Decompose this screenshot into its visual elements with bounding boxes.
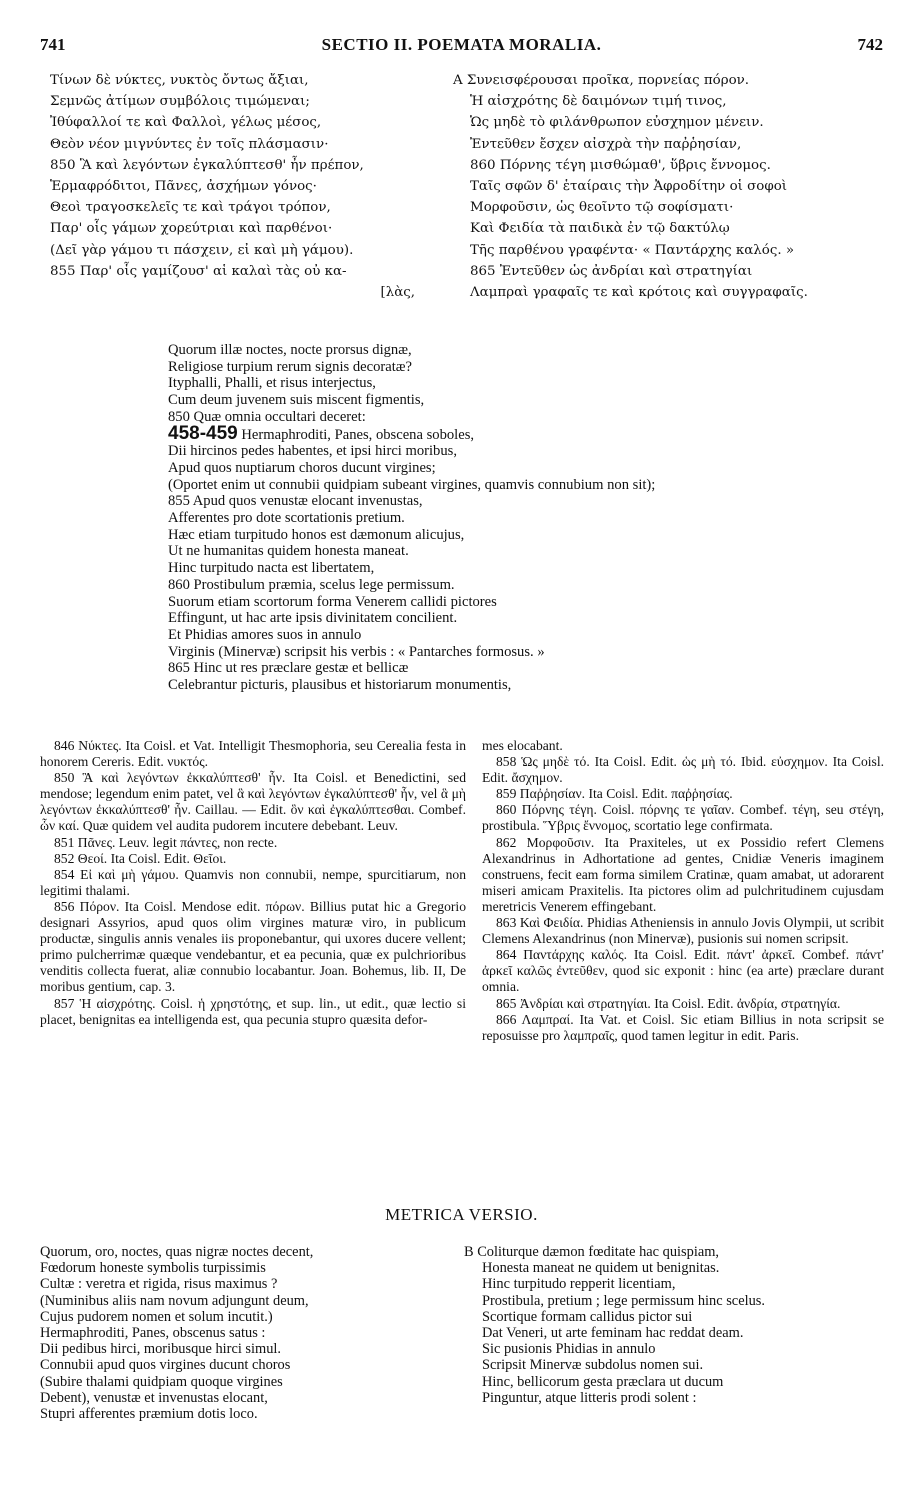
verse-line: Quorum, oro, noctes, quas nigræ noctes decent, [40, 1244, 314, 1260]
footnote: 858 Ὡς μηδὲ τό. Ita Coisl. Edit. ὡς μὴ τό. Ibid. εὐσχημον. Ita Coisl. Edit. ἄσχημον. [482, 754, 884, 786]
verse-line: Dat Veneri, ut arte feminam hac reddat deam. [482, 1325, 744, 1342]
latin-line: Hinc turpitudo nacta est libertatem, [168, 560, 375, 577]
verse-line: Cultæ : veretra et rigida, risus maximus ? [40, 1276, 278, 1293]
latin-line: Apud quos nuptiarum choros ducunt virgines; [168, 459, 436, 476]
greek-line: Παρ' οἷς γάμων χορεύτριαι καὶ παρθένοι· [50, 221, 333, 237]
footnote-continuation: mes elocabant. [482, 738, 563, 753]
greek-line: Μορφοῦσιν, ὡς θεοῖντο τῷ σοφίσματι· [470, 200, 734, 216]
latin-line: (Oportet enim ut connubii quidpiam subeant virgines, quamvis connubium non sit); [168, 476, 656, 493]
footnotes-right-column [482, 738, 884, 1044]
verse-line: Dii pedibus hirci, moribusque hirci simul. [40, 1341, 282, 1358]
latin-line: Et Phidias amores suos in annulo [168, 626, 362, 643]
footnote: 864 Παντάρχης καλός. Ita Coisl. Edit. πάντ' ἀρκεῖ. Combef. πάντ' ἀρκεῖ καλῶς ἐντεῦθεν, quod sic exponit : hinc (ea arte) præclare durant omnia. [482, 947, 884, 995]
greek-line: Ἐντεῦθεν ἔσχεν αἰσχρὰ τὴν παῤῥησίαν, [470, 136, 742, 152]
verse-line: Sic pusionis Phidias in annulo [482, 1341, 656, 1358]
greek-line: (Δεῖ γὰρ γάμου τι πάσχειν, εἰ καὶ μὴ γάμου). [50, 242, 354, 258]
verse-line: Cujus pudorem nomen et solum incutit.) [40, 1308, 273, 1325]
footnote: 857 Ἡ αἰσχρότης. Coisl. ἡ χρηστότης, et sup. lin., ut edit., quæ lectio si placet, benignitas ea intelligenda est, qua pecunia stupro quæsita defor- [40, 995, 466, 1027]
latin-line: Celebrantur picturis, plausibus et historiarum monumentis, [168, 677, 512, 694]
greek-line: Ἡ αἰσχρότης δὲ δαιμόνων τιμή τινος, [470, 94, 727, 110]
footnotes-left-column [40, 738, 466, 1028]
latin-line: Religiose turpium rerum signis decoratæ? [168, 358, 412, 375]
latin-line: Effingunt, ut hac arte ipsis divinitatem concilient. [168, 610, 458, 627]
latin-line: Dii hircinos pedes habentes, et ipsi hirci moribus, [168, 443, 457, 460]
verse-line: Scortique formam callidus pictor sui [482, 1308, 693, 1325]
verse-line: (Subire thalami quidpiam quoque virgines [40, 1373, 283, 1390]
latin-line: 865 Hinc ut res præclare gestæ et bellicæ [168, 660, 409, 677]
verse-line: Debent), venustæ et invenustas elocant, [40, 1389, 268, 1406]
latin-line-with-column-number [168, 422, 888, 444]
footnote: 850 Ἃ καὶ λεγόντων ἐκκαλύπτεσθ' ἦν. Ita Coisl. et Benedictini, sed mendose; legendum enim patet, vel ἃ καὶ λεγόντων ἐγκαλύπτεσθ' ἦν, vel ἃ μὴ λεγόντων ἐκκαλύπτεσθ' ἦν. Caillau. — Edit. ὃν καὶ ἐγκαλύπτεσθαι. Combef. ὧν καί. Quæ quidem vel audita pudorem incutere debebant. Leuv. [40, 770, 466, 834]
verse-line: Prostibula, pretium ; lege permissum hinc scelus. [482, 1292, 765, 1309]
greek-line: Ταῖς σφῶν δ' ἑταίραις τὴν Ἀφροδίτην οἱ σοφοὶ [470, 179, 788, 195]
column-number: 458-459 [168, 422, 238, 444]
footnote: 863 Καὶ Φειδία. Phidias Atheniensis in annulo Jovis Olympii, ut scribit Clemens Alexandrinus (non Minervæ), pusionis sui nomen scripsit. [482, 915, 884, 947]
latin-line-text: Hermaphroditi, Panes, obscena soboles, [237, 426, 475, 443]
verse-line: Pinguntur, atque litteris prodi solent : [482, 1389, 697, 1406]
verse-line: Stupri afferentes præmium dotis loco. [40, 1406, 258, 1423]
latin-line: 850 Quæ omnia occultari deceret: [168, 408, 366, 425]
section-title: METRICA VERSIO. [385, 1205, 538, 1224]
verse-line: Scripsit Minervæ subdolus nomen sui. [482, 1357, 704, 1374]
verse-line: Connubii apud quos virgines ducunt choros [40, 1357, 291, 1374]
footnote: 854 Εἰ καὶ μὴ γάμου. Quamvis non connubii, nempe, spurcitiarum, non legitimi thalami. [40, 866, 466, 898]
greek-line: A Συνεισφέρουσαι προῖκα, πορνείας πόρον. [453, 73, 750, 88]
greek-line: Θεοὶ τραγοσκελεῖς τε καὶ τράγοι τρόπον, [50, 200, 331, 216]
greek-line: Λαμπραὶ γραφαῖς τε καὶ κρότοις καὶ συγγραφαῖς. [470, 285, 808, 301]
verse-line: Hinc, bellicorum gesta præclara ut ducum [482, 1373, 724, 1390]
greek-line: 855 Παρ' οἷς γαμίζουσ' αἱ καλαὶ τὰς οὐ κα- [50, 263, 347, 279]
latin-line: Hæc etiam turpitudo honos est dæmonum alicujus, [168, 526, 465, 543]
greek-line: Ἑρμαφρόδιτοι, Πᾶνες, ἀσχήμων γόνος· [50, 179, 317, 195]
greek-line-continuation: [λὰς, [380, 285, 415, 301]
verse-line: Hermaphroditi, Panes, obscenus satus : [40, 1325, 266, 1342]
running-title: SECTIO II. POEMATA MORALIA. [321, 35, 602, 54]
latin-translation [168, 342, 888, 694]
latin-line: Suorum etiam scortorum forma Venerem callidi pictores [168, 593, 497, 610]
greek-line: Τίνων δὲ νύκτες, νυκτὸς ὄντως ἄξιαι, [50, 73, 309, 88]
latin-line: Quorum illæ noctes, nocte prorsus dignæ, [168, 342, 412, 358]
footnote: 851 Πᾶνες. Leuv. legit πάντες, non recte. [54, 834, 278, 850]
greek-line: Ἰθύφαλλοί τε καὶ Φαλλοὶ, γέλως μέσος, [50, 115, 322, 131]
verse-line: (Numinibus aliis nam novum adjungunt deum, [40, 1292, 309, 1309]
latin-line: Ut ne humanitas quidem honesta maneat. [168, 543, 409, 560]
greek-line: Καὶ Φειδία τὰ παιδικὰ ἐν τῷ δακτύλῳ [470, 221, 730, 237]
latin-line: 855 Apud quos venustæ elocant invenustas, [168, 493, 423, 510]
footnote: 852 Θεοί. Ita Coisl. Edit. Θεῖοι. [54, 850, 227, 866]
verse-line: Hinc turpitudo repperit licentiam, [482, 1276, 676, 1293]
footnote: 866 Λαμπραί. Ita Vat. et Coisl. Sic etiam Billius in nota scripsit se reposuisse pro λαμπραῖς, quod tamen legitur in edit. Paris. [482, 1011, 884, 1043]
latin-line: Cum deum juvenem suis miscent figmentis, [168, 392, 425, 409]
metric-version-right-column [464, 1244, 902, 1406]
footnote: 860 Πόρνης τέγη. Coisl. πόρνης τε γαῖαν. Combef. τέγη, seu στέγη, prostibula. Ὕβρις ἔννομος, scortatio lege confirmata. [482, 802, 884, 834]
footnote: 865 Ἀνδρίαι καὶ στρατηγίαι. Ita Coisl. Edit. ἀνδρία, στρατηγία. [496, 995, 841, 1011]
greek-line: Σεμνῶς ἀτίμων συμβόλοις τιμώμεναι; [50, 94, 310, 110]
metric-version-left-column [40, 1244, 460, 1422]
greek-line: 860 Πόρνης τέγη μισθώμαθ', ὕβρις ἔννομος. [470, 157, 771, 173]
page-number-right: 742 [857, 35, 883, 54]
running-header [40, 35, 883, 57]
page-number-left: 741 [40, 35, 66, 54]
verse-line: Honesta maneat ne quidem ut benignitas. [482, 1260, 720, 1277]
latin-line: Ityphalli, Phalli, et risus interjectus, [168, 375, 376, 392]
greek-text-left-column [50, 70, 455, 303]
footnote: 862 Μορφοῦσιν. Ita Praxiteles, ut ex Possidio refert Clemens Alexandrinus in Adhortatione ad gentes, Cnidiæ Veneris imaginem construens, fecit eam forma similem Cratinæ, quam amabat, ut adorarent miseri amicam Praxitelis. Ita pictores olim ad pulchritudinem cujusdam meretricis Venerem effingebant. [482, 834, 884, 914]
latin-line: Afferentes pro dote scortationis pretium. [168, 510, 405, 527]
latin-line: 860 Prostibulum præmia, scelus lege permissum. [168, 576, 455, 593]
footnote: 846 Νύκτες. Ita Coisl. et Vat. Intelligit Thesmophoria, seu Cerealia festa in honorem Cereris. Edit. νυκτός. [40, 738, 466, 770]
footnote: 856 Πόρον. Ita Coisl. Mendose edit. πόρων. Billius putat hic a Gregorio designari Assyrios, apud quos olim virgines maturæ viro, in publicum productæ, singulis annis venales iis proponebantur, qui uxores ducere vellent; primo pulcherrimæ quæque vendebantur, et ea pecunia, quæ ex pulchrioribus venditis collecta fuerat, aliæ connubio locabantur. Joan. Bohemus, lib. II, De moribus gentium, cap. 3. [40, 898, 466, 995]
greek-line: Τῆς παρθένου γραφέντα· « Παντάρχης καλός. » [470, 242, 795, 258]
verse-line: Fœdorum honeste symbolis turpissimis [40, 1260, 266, 1277]
greek-line: 865 Ἐντεῦθεν ὡς ἀνδρίαι καὶ στρατηγίαι [470, 263, 753, 279]
greek-line: 850 Ἃ καὶ λεγόντων ἐγκαλύπτεσθ' ἦν πρέπον, [50, 157, 364, 173]
greek-text-right-column [453, 70, 900, 303]
greek-line: Ὡς μηδὲ τὸ φιλάνθρωπον εὐσχημον μένειν. [470, 115, 764, 131]
verse-line: B Coliturque dæmon fœditate hac quispiam, [464, 1244, 719, 1260]
greek-line: Θεὸν νέον μιγνύντες ἐν τοῖς πλάσμασιν· [50, 136, 329, 152]
latin-line: Virginis (Minervæ) scripsit his verbis : « Pantarches formosus. » [168, 643, 545, 660]
footnote: 859 Παῤῥησίαν. Ita Coisl. Edit. παῤῥησίας. [496, 786, 733, 802]
